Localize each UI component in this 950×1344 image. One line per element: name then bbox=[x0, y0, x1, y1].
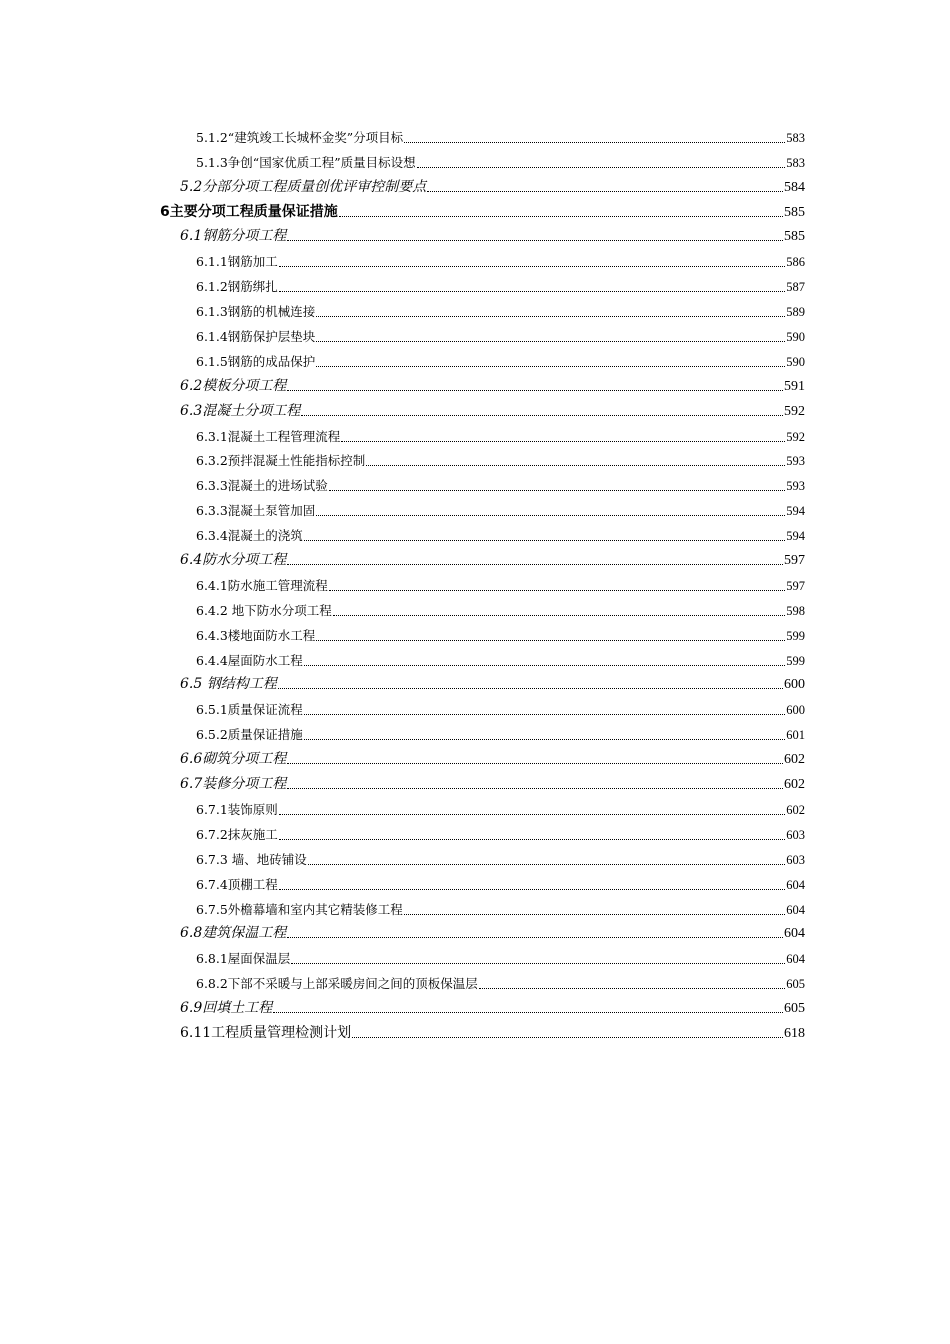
toc-entry-page-number: 584 bbox=[784, 179, 805, 195]
toc-entry[interactable] bbox=[0, 547, 950, 572]
toc-entry[interactable] bbox=[0, 896, 950, 921]
toc-entry-page-number: 590 bbox=[786, 330, 805, 345]
toc-entry-title: 6.1钢筋分项工程 bbox=[180, 228, 287, 245]
toc-entry-title: 5.1.3争创“国家优质工程”质量目标设想 bbox=[196, 154, 416, 170]
toc-dot-leader bbox=[287, 564, 783, 565]
toc-entry-title: 6.6砌筑分项工程 bbox=[180, 751, 287, 768]
toc-entry[interactable] bbox=[0, 448, 950, 473]
toc-dot-leader bbox=[304, 540, 785, 541]
toc-entry-page-number: 592 bbox=[786, 429, 805, 444]
toc-dot-leader bbox=[287, 240, 783, 241]
toc-entry-page-number: 589 bbox=[786, 305, 805, 320]
toc-entry[interactable] bbox=[0, 199, 950, 224]
toc-entry[interactable] bbox=[0, 821, 950, 846]
toc-entry-page-number: 590 bbox=[786, 354, 805, 369]
toc-entry-page-number: 604 bbox=[786, 877, 805, 892]
toc-entry-title: 6.1.3钢筋的机械连接 bbox=[196, 304, 316, 320]
toc-entry-page-number: 618 bbox=[784, 1025, 805, 1041]
toc-entry-title: 6.1.1钢筋加工 bbox=[196, 254, 278, 270]
toc-entry-page-number: 586 bbox=[786, 255, 805, 270]
toc-entry-page-number: 602 bbox=[784, 777, 805, 793]
toc-entry-title: 6.4防水分项工程 bbox=[180, 552, 287, 569]
toc-entry[interactable] bbox=[0, 746, 950, 771]
toc-entry-title: 6.1.4钢筋保护层垫块 bbox=[196, 329, 316, 345]
toc-entry-title: 6.5 钢结构工程 bbox=[180, 676, 277, 693]
toc-entry-page-number: 593 bbox=[786, 454, 805, 469]
toc-dot-leader bbox=[279, 266, 785, 267]
toc-entry[interactable] bbox=[0, 398, 950, 423]
toc-entry-page-number: 600 bbox=[786, 703, 805, 718]
toc-entry[interactable] bbox=[0, 572, 950, 597]
toc-entry-title: 6.11工程质量管理检测计划 bbox=[180, 1024, 352, 1041]
toc-entry-title: 6.3.4混凝土的浇筑 bbox=[196, 528, 303, 544]
toc-entry-page-number: 600 bbox=[784, 677, 805, 693]
toc-dot-leader bbox=[291, 963, 785, 964]
toc-dot-leader bbox=[316, 515, 785, 516]
toc-entry-title: 5.2分部分项工程质量创优评审控制要点 bbox=[180, 178, 427, 195]
toc-entry-title: 6.3.3混凝土的进场试验 bbox=[196, 478, 328, 494]
toc-dot-leader bbox=[287, 390, 783, 391]
toc-entry[interactable] bbox=[0, 1020, 950, 1045]
toc-entry-page-number: 605 bbox=[784, 1001, 805, 1017]
toc-dot-leader bbox=[304, 739, 785, 740]
toc-entry-title: 6.5.1质量保证流程 bbox=[196, 702, 303, 718]
toc-entry[interactable] bbox=[0, 597, 950, 622]
toc-entry-page-number: 602 bbox=[784, 752, 805, 768]
toc-entry-page-number: 604 bbox=[784, 926, 805, 942]
toc-entry[interactable] bbox=[0, 323, 950, 348]
toc-entry[interactable] bbox=[0, 796, 950, 821]
toc-entry[interactable] bbox=[0, 622, 950, 647]
toc-entry-title: 6.9回填土工程 bbox=[180, 1000, 273, 1017]
toc-entry[interactable] bbox=[0, 871, 950, 896]
toc-entry[interactable] bbox=[0, 970, 950, 995]
toc-entry-title: 6.3.3混凝土泵管加固 bbox=[196, 503, 316, 519]
toc-entry-page-number: 594 bbox=[786, 529, 805, 544]
toc-dot-leader bbox=[308, 864, 785, 865]
toc-entry-page-number: 585 bbox=[784, 229, 805, 245]
toc-dot-leader bbox=[329, 490, 785, 491]
toc-entry[interactable] bbox=[0, 248, 950, 273]
toc-dot-leader bbox=[316, 316, 785, 317]
toc-dot-leader bbox=[279, 291, 785, 292]
toc-dot-leader bbox=[301, 415, 783, 416]
toc-entry[interactable] bbox=[0, 174, 950, 199]
toc-entry-page-number: 583 bbox=[786, 155, 805, 170]
toc-entry-page-number: 599 bbox=[786, 628, 805, 643]
toc-entry[interactable] bbox=[0, 124, 950, 149]
toc-entry-page-number: 599 bbox=[786, 653, 805, 668]
toc-dot-leader bbox=[316, 341, 785, 342]
toc-entry-title: 6.8建筑保温工程 bbox=[180, 925, 287, 942]
toc-dot-leader bbox=[287, 937, 783, 938]
toc-entry-page-number: 602 bbox=[786, 802, 805, 817]
toc-entry-title: 6.4.3楼地面防水工程 bbox=[196, 627, 316, 643]
toc-dot-leader bbox=[287, 788, 783, 789]
toc-entry-title: 6.4.2 地下防水分项工程 bbox=[196, 602, 332, 618]
toc-entry[interactable] bbox=[0, 348, 950, 373]
toc-entry-title: 6.7.4顶棚工程 bbox=[196, 876, 278, 892]
toc-entry[interactable] bbox=[0, 423, 950, 448]
toc-entry-title: 6.2模板分项工程 bbox=[180, 377, 287, 394]
toc-entry[interactable] bbox=[0, 647, 950, 672]
toc-dot-leader bbox=[279, 839, 785, 840]
table-of-contents bbox=[0, 124, 950, 1045]
toc-dot-leader bbox=[404, 914, 785, 915]
toc-entry-title: 6.8.1屋面保温层 bbox=[196, 951, 291, 967]
toc-entry-title: 6.1.5钢筋的成品保护 bbox=[196, 353, 316, 369]
toc-entry-page-number: 585 bbox=[784, 204, 805, 220]
toc-entry-title: 6.3.1混凝土工程管理流程 bbox=[196, 428, 341, 444]
toc-dot-leader bbox=[404, 142, 785, 143]
toc-entry[interactable] bbox=[0, 696, 950, 721]
toc-dot-leader bbox=[279, 889, 785, 890]
toc-dot-leader bbox=[341, 441, 785, 442]
toc-entry[interactable] bbox=[0, 995, 950, 1020]
toc-entry-page-number: 604 bbox=[786, 902, 805, 917]
toc-dot-leader bbox=[479, 988, 785, 989]
toc-entry-page-number: 603 bbox=[786, 852, 805, 867]
toc-dot-leader bbox=[316, 366, 785, 367]
toc-entry-page-number: 603 bbox=[786, 827, 805, 842]
toc-dot-leader bbox=[273, 1012, 783, 1013]
toc-entry-page-number: 591 bbox=[784, 378, 805, 394]
toc-entry[interactable] bbox=[0, 298, 950, 323]
toc-dot-leader bbox=[279, 814, 785, 815]
toc-entry-page-number: 605 bbox=[786, 977, 805, 992]
toc-entry[interactable] bbox=[0, 224, 950, 249]
toc-entry-title: 6.7.1装饰原则 bbox=[196, 801, 278, 817]
toc-entry-page-number: 594 bbox=[786, 504, 805, 519]
toc-entry[interactable] bbox=[0, 149, 950, 174]
toc-entry-title: 6.7.5外檐幕墙和室内其它精装修工程 bbox=[196, 901, 403, 917]
toc-entry-title: 6.4.1防水施工管理流程 bbox=[196, 577, 328, 593]
toc-entry[interactable] bbox=[0, 846, 950, 871]
toc-entry-page-number: 601 bbox=[786, 728, 805, 743]
toc-entry-title: 6.7.3 墙、地砖铺设 bbox=[196, 851, 307, 867]
toc-dot-leader bbox=[316, 640, 785, 641]
toc-dot-leader bbox=[287, 763, 783, 764]
toc-entry-page-number: 592 bbox=[784, 403, 805, 419]
toc-entry-page-number: 598 bbox=[786, 603, 805, 618]
toc-dot-leader bbox=[278, 688, 783, 689]
toc-entry-title: 6.7.2抹灰施工 bbox=[196, 826, 278, 842]
toc-dot-leader bbox=[339, 216, 783, 217]
toc-entry-page-number: 604 bbox=[786, 952, 805, 967]
toc-dot-leader bbox=[333, 615, 785, 616]
toc-entry[interactable] bbox=[0, 522, 950, 547]
toc-entry-title: 6.8.2下部不采暖与上部采暖房间之间的顶板保温层 bbox=[196, 976, 478, 992]
toc-dot-leader bbox=[427, 191, 783, 192]
toc-entry-title: 6.7装修分项工程 bbox=[180, 776, 287, 793]
toc-entry-page-number: 597 bbox=[784, 553, 805, 569]
toc-entry[interactable] bbox=[0, 771, 950, 796]
toc-entry-title: 6.1.2钢筋绑扎 bbox=[196, 279, 278, 295]
toc-entry[interactable] bbox=[0, 472, 950, 497]
toc-entry-title: 6.3混凝土分项工程 bbox=[180, 402, 301, 419]
toc-dot-leader bbox=[304, 665, 785, 666]
toc-entry-title: 6.3.2预拌混凝土性能指标控制 bbox=[196, 453, 366, 469]
toc-entry-title: 6主要分项工程质量保证措施 bbox=[160, 203, 338, 220]
toc-dot-leader bbox=[366, 465, 785, 466]
toc-entry[interactable] bbox=[0, 497, 950, 522]
toc-dot-leader bbox=[417, 167, 786, 168]
toc-entry[interactable] bbox=[0, 672, 950, 697]
toc-entry[interactable] bbox=[0, 921, 950, 946]
toc-entry-page-number: 583 bbox=[786, 130, 805, 145]
toc-entry-title: 6.5.2质量保证措施 bbox=[196, 727, 303, 743]
toc-entry[interactable] bbox=[0, 945, 950, 970]
toc-dot-leader bbox=[352, 1037, 783, 1038]
toc-entry-page-number: 597 bbox=[786, 578, 805, 593]
toc-entry-page-number: 587 bbox=[786, 280, 805, 295]
toc-entry[interactable] bbox=[0, 721, 950, 746]
toc-entry-title: 6.4.4屋面防水工程 bbox=[196, 652, 303, 668]
toc-dot-leader bbox=[304, 714, 785, 715]
toc-dot-leader bbox=[329, 590, 785, 591]
toc-entry[interactable] bbox=[0, 373, 950, 398]
toc-entry[interactable] bbox=[0, 273, 950, 298]
toc-entry-page-number: 593 bbox=[786, 479, 805, 494]
toc-entry-title: 5.1.2“建筑竣工长城杯金奖”分项目标 bbox=[196, 129, 404, 145]
